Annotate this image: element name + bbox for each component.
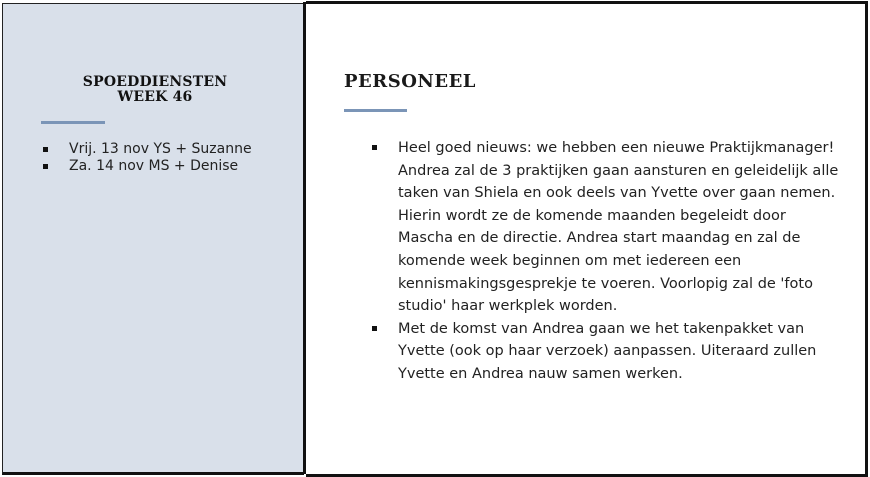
personeel-list (372, 137, 842, 386)
list-item (372, 318, 842, 386)
sidebar-title-line2: WEEK 46 (117, 89, 193, 105)
list-item-text: Za. 14 nov MS + Denise (69, 158, 239, 174)
square-bullet-icon (372, 145, 377, 150)
spoeddiensten-list (40, 141, 252, 175)
list-item-text: Heel goed nieuws: we hebben een nieuwe Praktijkmanager! Andrea zal de 3 praktijken gaan aansturen en geleidelijk alle taken van Shiela en ook deels van Yvette over gaan nemen. Hierin wordt ze de komende maanden begeleidt door Mascha en de directie. Andrea start maandag en zal de komende week beginnen om met iedereen een kennismakingsgesprekje te voeren. Voorlopig zal de 'foto studio' haar werkplek worden. (398, 140, 839, 315)
square-bullet-icon (43, 164, 48, 169)
sidebar-title-rule (41, 121, 105, 124)
square-bullet-icon (43, 147, 48, 152)
list-item (40, 141, 252, 158)
square-bullet-icon (372, 326, 377, 331)
sidebar-title (40, 75, 270, 105)
list-item (372, 137, 842, 318)
section-title-rule (344, 109, 407, 112)
list-item-text: Vrij. 13 nov YS + Suzanne (69, 141, 252, 157)
section-title: PERSONEEL (344, 71, 476, 92)
sidebar-title-line1: SPOEDDIENSTEN (82, 74, 228, 90)
list-item-text: Met de komst van Andrea gaan we het takenpakket van Yvette (ook op haar verzoek) aanpassen. Uiteraard zullen Yvette en Andrea nauw samen werken. (398, 320, 817, 382)
list-item (40, 158, 252, 175)
